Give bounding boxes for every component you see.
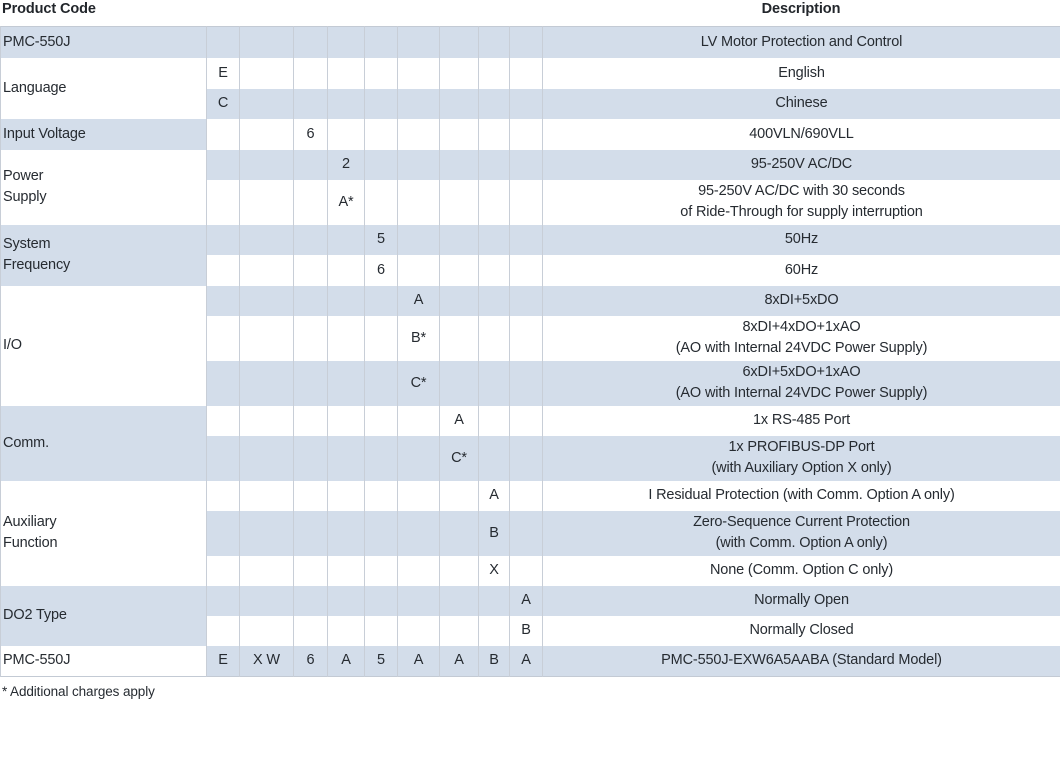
code-cell bbox=[510, 27, 543, 58]
code-cell: B bbox=[510, 616, 543, 646]
row-label-comm: Comm. bbox=[1, 406, 207, 481]
summary-code-cell: A bbox=[328, 646, 365, 677]
code-cell bbox=[479, 316, 510, 361]
description-cell: 60Hz bbox=[543, 255, 1060, 286]
code-cell bbox=[510, 180, 543, 225]
code-cell bbox=[398, 436, 440, 481]
code-cell bbox=[365, 436, 398, 481]
code-cell bbox=[398, 27, 440, 58]
code-cell bbox=[365, 180, 398, 225]
code-cell bbox=[294, 58, 328, 89]
code-cell bbox=[240, 27, 294, 58]
code-cell bbox=[365, 481, 398, 511]
table-row bbox=[1, 58, 1060, 89]
code-cell bbox=[510, 286, 543, 316]
row-label-language: Language bbox=[1, 58, 207, 119]
code-cell bbox=[398, 58, 440, 89]
row-label-line1: System bbox=[3, 236, 51, 252]
code-cell bbox=[240, 58, 294, 89]
code-cell bbox=[398, 481, 440, 511]
code-cell bbox=[294, 511, 328, 556]
table-row bbox=[1, 225, 1060, 255]
code-cell bbox=[510, 316, 543, 361]
code-cell bbox=[328, 255, 365, 286]
code-cell bbox=[294, 406, 328, 436]
code-cell bbox=[294, 316, 328, 361]
code-cell: 5 bbox=[365, 225, 398, 255]
code-cell bbox=[365, 556, 398, 586]
code-cell bbox=[510, 511, 543, 556]
code-cell bbox=[479, 27, 510, 58]
description-cell: 50Hz bbox=[543, 225, 1060, 255]
code-cell bbox=[294, 361, 328, 406]
code-cell: 6 bbox=[365, 255, 398, 286]
code-cell bbox=[398, 180, 440, 225]
description-cell: LV Motor Protection and Control bbox=[543, 27, 1060, 58]
code-cell bbox=[240, 436, 294, 481]
description-cell bbox=[543, 436, 1060, 481]
table-row bbox=[1, 286, 1060, 316]
row-label-system-frequency bbox=[1, 225, 207, 286]
code-cell bbox=[207, 481, 240, 511]
description-line2: of Ride-Through for supply interruption bbox=[680, 204, 923, 220]
code-cell bbox=[440, 89, 479, 119]
code-cell bbox=[365, 150, 398, 180]
code-cell bbox=[294, 616, 328, 646]
code-cell bbox=[510, 255, 543, 286]
code-cell bbox=[440, 119, 479, 150]
code-cell bbox=[240, 556, 294, 586]
code-cell bbox=[440, 225, 479, 255]
code-cell bbox=[365, 286, 398, 316]
description-line1: 1x PROFIBUS-DP Port bbox=[728, 439, 875, 455]
code-cell bbox=[398, 225, 440, 255]
code-cell bbox=[510, 361, 543, 406]
summary-code-cell: A bbox=[398, 646, 440, 677]
code-cell bbox=[328, 119, 365, 150]
code-cell bbox=[440, 481, 479, 511]
code-cell bbox=[398, 616, 440, 646]
code-cell bbox=[294, 586, 328, 616]
code-cell bbox=[510, 58, 543, 89]
table-header bbox=[0, 0, 1060, 26]
code-cell bbox=[365, 511, 398, 556]
code-cell bbox=[440, 316, 479, 361]
code-cell bbox=[328, 27, 365, 58]
code-cell bbox=[207, 286, 240, 316]
row-label-line2: Function bbox=[3, 535, 58, 551]
code-cell bbox=[240, 511, 294, 556]
code-cell bbox=[207, 556, 240, 586]
code-cell bbox=[240, 481, 294, 511]
code-cell bbox=[294, 27, 328, 58]
code-cell bbox=[294, 225, 328, 255]
summary-code-cell: E bbox=[207, 646, 240, 677]
code-cell bbox=[328, 286, 365, 316]
code-cell bbox=[440, 150, 479, 180]
code-cell bbox=[479, 225, 510, 255]
code-cell bbox=[440, 616, 479, 646]
code-cell bbox=[398, 556, 440, 586]
code-cell bbox=[328, 89, 365, 119]
code-cell bbox=[365, 361, 398, 406]
code-cell bbox=[479, 180, 510, 225]
code-cell bbox=[510, 119, 543, 150]
row-label-auxiliary-function bbox=[1, 481, 207, 586]
summary-code-cell: A bbox=[440, 646, 479, 677]
code-cell bbox=[510, 150, 543, 180]
code-cell: A* bbox=[328, 180, 365, 225]
code-cell bbox=[328, 361, 365, 406]
description-cell bbox=[543, 316, 1060, 361]
table-row bbox=[1, 150, 1060, 180]
code-cell bbox=[240, 150, 294, 180]
code-cell bbox=[207, 616, 240, 646]
code-cell: B bbox=[479, 511, 510, 556]
code-cell bbox=[479, 361, 510, 406]
code-cell bbox=[240, 406, 294, 436]
row-label-summary: PMC-550J bbox=[1, 646, 207, 677]
code-cell bbox=[207, 225, 240, 255]
summary-code-cell: B bbox=[479, 646, 510, 677]
code-cell bbox=[440, 361, 479, 406]
code-cell bbox=[240, 225, 294, 255]
code-cell bbox=[440, 511, 479, 556]
code-cell bbox=[294, 89, 328, 119]
description-line2: (with Comm. Option A only) bbox=[715, 535, 888, 551]
code-cell bbox=[207, 361, 240, 406]
description-cell: Chinese bbox=[543, 89, 1060, 119]
code-cell bbox=[328, 58, 365, 89]
description-line2: (with Auxiliary Option X only) bbox=[711, 460, 892, 476]
row-label-line2: Frequency bbox=[3, 257, 71, 273]
code-cell bbox=[510, 481, 543, 511]
description-cell: 400VLN/690VLL bbox=[543, 119, 1060, 150]
code-cell bbox=[479, 58, 510, 89]
code-cell bbox=[365, 119, 398, 150]
code-cell bbox=[240, 316, 294, 361]
code-cell bbox=[207, 436, 240, 481]
code-cell bbox=[365, 586, 398, 616]
code-cell bbox=[207, 316, 240, 361]
code-cell bbox=[365, 58, 398, 89]
code-cell bbox=[479, 119, 510, 150]
code-cell bbox=[294, 556, 328, 586]
code-cell bbox=[240, 616, 294, 646]
code-cell bbox=[294, 255, 328, 286]
code-cell bbox=[398, 119, 440, 150]
code-cell bbox=[365, 316, 398, 361]
code-cell bbox=[440, 586, 479, 616]
code-cell bbox=[240, 89, 294, 119]
code-cell bbox=[294, 180, 328, 225]
code-cell bbox=[240, 119, 294, 150]
code-cell bbox=[479, 436, 510, 481]
code-cell: 6 bbox=[294, 119, 328, 150]
code-cell bbox=[398, 406, 440, 436]
code-cell bbox=[365, 27, 398, 58]
code-cell bbox=[294, 481, 328, 511]
code-cell bbox=[240, 361, 294, 406]
table-row-summary bbox=[1, 646, 1060, 677]
code-cell bbox=[207, 586, 240, 616]
code-cell bbox=[440, 255, 479, 286]
table-row bbox=[1, 406, 1060, 436]
row-label-product: PMC-550J bbox=[1, 27, 207, 58]
code-cell bbox=[479, 286, 510, 316]
code-cell: C* bbox=[398, 361, 440, 406]
description-line1: 95-250V AC/DC with 30 seconds bbox=[698, 183, 905, 199]
code-cell bbox=[365, 616, 398, 646]
description-cell bbox=[543, 180, 1060, 225]
code-cell bbox=[207, 27, 240, 58]
code-cell: C bbox=[207, 89, 240, 119]
description-cell bbox=[543, 361, 1060, 406]
description-line2: (AO with Internal 24VDC Power Supply) bbox=[675, 385, 928, 401]
summary-code-cell: A bbox=[510, 646, 543, 677]
code-cell bbox=[479, 150, 510, 180]
code-cell bbox=[328, 406, 365, 436]
summary-code-cell: 5 bbox=[365, 646, 398, 677]
table-row bbox=[1, 481, 1060, 511]
summary-code-cell: 6 bbox=[294, 646, 328, 677]
description-line2: (AO with Internal 24VDC Power Supply) bbox=[675, 340, 928, 356]
code-cell bbox=[479, 586, 510, 616]
row-label-power-supply bbox=[1, 150, 207, 225]
header-product-code: Product Code bbox=[2, 1, 96, 17]
description-cell: Normally Open bbox=[543, 586, 1060, 616]
description-cell: I Residual Protection (with Comm. Option A only) bbox=[543, 481, 1060, 511]
code-cell bbox=[440, 27, 479, 58]
code-cell: C* bbox=[440, 436, 479, 481]
code-cell bbox=[510, 225, 543, 255]
code-cell bbox=[328, 556, 365, 586]
code-cell bbox=[398, 89, 440, 119]
code-cell bbox=[440, 556, 479, 586]
code-cell bbox=[240, 255, 294, 286]
code-cell bbox=[510, 406, 543, 436]
code-cell bbox=[479, 89, 510, 119]
code-cell bbox=[510, 89, 543, 119]
description-cell: 8xDI+5xDO bbox=[543, 286, 1060, 316]
code-cell bbox=[398, 255, 440, 286]
code-cell bbox=[398, 150, 440, 180]
code-cell bbox=[294, 436, 328, 481]
row-label-do2-type: DO2 Type bbox=[1, 586, 207, 646]
code-cell bbox=[328, 436, 365, 481]
code-cell bbox=[240, 586, 294, 616]
description-cell bbox=[543, 511, 1060, 556]
code-cell bbox=[398, 586, 440, 616]
code-cell: A bbox=[479, 481, 510, 511]
code-cell: A bbox=[510, 586, 543, 616]
code-cell: E bbox=[207, 58, 240, 89]
code-cell bbox=[207, 406, 240, 436]
description-cell: 1x RS-485 Port bbox=[543, 406, 1060, 436]
code-cell bbox=[328, 481, 365, 511]
code-cell: 2 bbox=[328, 150, 365, 180]
product-code-table bbox=[0, 26, 1060, 677]
row-label-input-voltage: Input Voltage bbox=[1, 119, 207, 150]
code-cell bbox=[328, 586, 365, 616]
code-cell: B* bbox=[398, 316, 440, 361]
code-cell bbox=[240, 180, 294, 225]
code-cell bbox=[328, 616, 365, 646]
description-cell: PMC-550J-EXW6A5AABA (Standard Model) bbox=[543, 646, 1060, 677]
row-label-io: I/O bbox=[1, 286, 207, 406]
code-cell bbox=[294, 150, 328, 180]
code-cell bbox=[510, 556, 543, 586]
description-line1: Zero-Sequence Current Protection bbox=[693, 514, 910, 530]
code-cell bbox=[479, 616, 510, 646]
code-cell bbox=[440, 180, 479, 225]
description-line1: 8xDI+4xDO+1xAO bbox=[742, 319, 861, 335]
description-cell: English bbox=[543, 58, 1060, 89]
code-cell bbox=[207, 119, 240, 150]
code-cell bbox=[207, 511, 240, 556]
row-label-line1: Power bbox=[3, 168, 44, 184]
description-cell: Normally Closed bbox=[543, 616, 1060, 646]
code-cell bbox=[440, 286, 479, 316]
summary-code-cell: X W bbox=[240, 646, 294, 677]
code-cell bbox=[440, 58, 479, 89]
code-cell bbox=[294, 286, 328, 316]
code-cell bbox=[398, 511, 440, 556]
code-cell bbox=[207, 150, 240, 180]
code-cell: X bbox=[479, 556, 510, 586]
code-cell bbox=[479, 406, 510, 436]
description-line1: 6xDI+5xDO+1xAO bbox=[742, 364, 861, 380]
code-cell bbox=[328, 316, 365, 361]
code-cell bbox=[365, 406, 398, 436]
code-cell: A bbox=[398, 286, 440, 316]
row-label-line2: Supply bbox=[3, 189, 47, 205]
table-row bbox=[1, 119, 1060, 150]
footnote: * Additional charges apply bbox=[2, 684, 155, 699]
table-row bbox=[1, 27, 1060, 58]
code-cell: A bbox=[440, 406, 479, 436]
header-description: Description bbox=[761, 1, 841, 17]
code-cell bbox=[510, 436, 543, 481]
code-cell bbox=[207, 255, 240, 286]
code-cell bbox=[328, 225, 365, 255]
code-cell bbox=[328, 511, 365, 556]
table-row bbox=[1, 586, 1060, 616]
code-cell bbox=[207, 180, 240, 225]
code-cell bbox=[479, 255, 510, 286]
code-cell bbox=[365, 89, 398, 119]
description-cell: 95-250V AC/DC bbox=[543, 150, 1060, 180]
description-cell: None (Comm. Option C only) bbox=[543, 556, 1060, 586]
code-cell bbox=[240, 286, 294, 316]
row-label-line1: Auxiliary bbox=[3, 514, 57, 530]
